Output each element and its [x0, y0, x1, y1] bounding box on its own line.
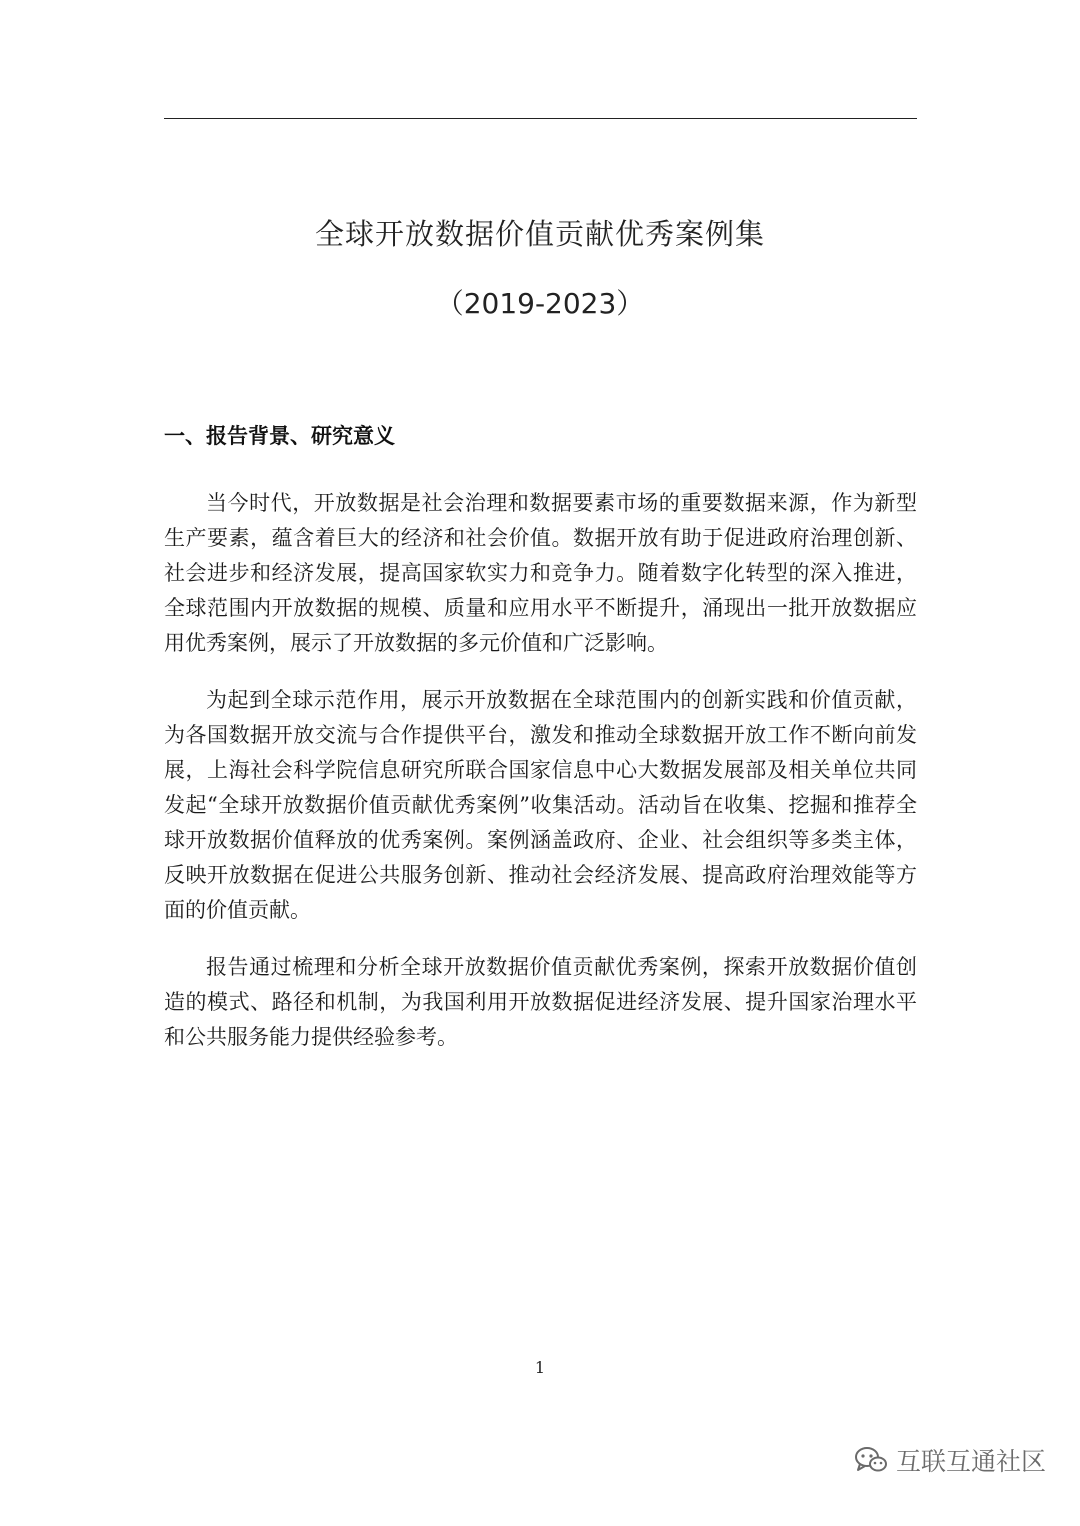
body-text [164, 486, 917, 1077]
paragraph-3: 报告通过梳理和分析全球开放数据价值贡献优秀案例，探索开放数据价值创造的模式、路径和机制，为我国利用开放数据促进经济发展、提升国家治理水平和公共服务能力提供经验参考。 [164, 955, 917, 1049]
page-number: 1 [534, 1358, 546, 1377]
header-rule [164, 118, 917, 119]
section-heading: 一、报告背景、研究意义 [164, 424, 395, 448]
paragraph-2: 为起到全球示范作用，展示开放数据在全球范围内的创新实践和价值贡献，为各国数据开放交流与合作提供平台，激发和推动全球数据开放工作不断向前发展，上海社会科学院信息研究所联合国家信息中心大数据发展部及相关单位共同发起“全球开放数据价值贡献优秀案例”收集活动。活动旨在收集、挖掘和推荐全球开放数据价值释放的优秀案例。案例涵盖政府、企业、社会组织等多类主体，反映开放数据在促进公共服务创新、推动社会经济发展、提高政府治理效能等方面的价值贡献。 [164, 688, 917, 922]
watermark-text: 互联互通社区 [895, 1447, 1046, 1476]
wechat-icon [854, 1445, 888, 1475]
watermark [854, 1442, 1046, 1478]
paragraph-1: 当今时代，开放数据是社会治理和数据要素市场的重要数据来源，作为新型生产要素，蕴含着巨大的经济和社会价值。数据开放有助于促进政府治理创新、社会进步和经济发展，提高国家软实力和竞争力。随着数字化转型的深入推进，全球范围内开放数据的规模、质量和应用水平不断提升，涌现出一批开放数据应用优秀案例，展示了开放数据的多元价值和广泛影响。 [164, 491, 917, 655]
document-years: （2019-2023） [435, 287, 645, 320]
document-title: 全球开放数据价值贡献优秀案例集 [314, 217, 765, 251]
